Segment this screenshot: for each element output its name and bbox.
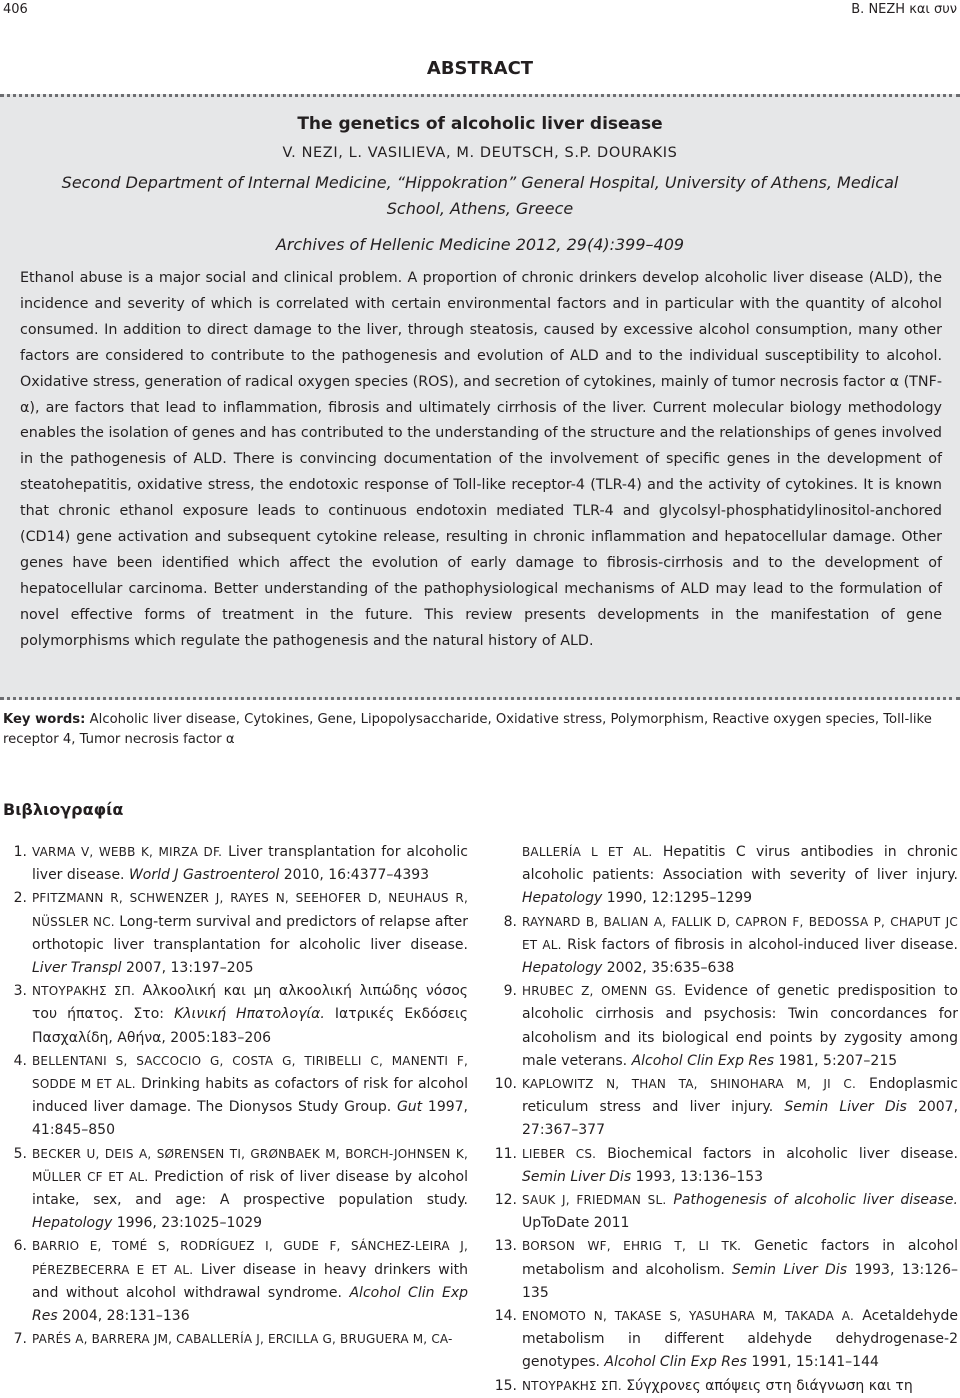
abstract-box [0, 94, 960, 700]
reference-item: 10. KAPLOWITZ N, THAN TA, SHINOHARA M, JI C. Endoplasmic reticulum stress and liver injury. Semin Liver Dis 2007, 27:367–377 [494, 1076, 959, 1139]
paper-authors: V. NEZI, L. VASILIEVA, M. DEUTSCH, S.P. DOURAKIS [282, 145, 678, 161]
abstract-body: Ethanol abuse is a major social and clinical problem. A proportion of chronic drinkers develop alcoholic liver disease (ALD), the incidence and severity of which is correlated with certain environmental factors and in particular with the quantity of alcohol consumed. In addition to direct damage to the liver, through steatosis, caused by excessive alcohol consumption, many other factors are considered to contribute to the pathogenesis and evolution of ALD and to the individual susceptibility to alcohol. Oxidative stress, generation of radical oxygen species (ROS), and secretion of cytokines, mainly of tumor necrosis factor α (TNF-α), are factors that lead to inflammation, fibrosis and ultimately cirrhosis of the liver. Current molecular biology methodology enables the isolation of genes and has contributed to the understanding of the structure and the relationships of genes involved in the pathogenesis of ALD. There is convincing documentation of the involvement of specific genes in the development of steatohepatitis, oxidative stress, the endotoxic response of Toll-like receptor-4 (TLR-4) and the activity of cytokines. It is known that chronic ethanol exposure leads to continuous endotoxin mediated TLR-4 and glycolsyl-phosphatidylinositol-anchored (CD14) gene activation and subsequent cytokine release, resulting in chronic inflammation and hepatocellular damage. Other genes have been identified which affect the evolution of early damage to fibrosis-cirrhosis and to the development of hepatocellular carcinoma. Better understanding of the pathophysiological mechanisms of ALD may lead to the formulation of novel effective forms of treatment in the future. This review presents developments in the manifestation of gene polymorphisms which regulate the pathogenesis and the natural history of ALD. [20, 270, 942, 649]
reference-item: 12. SAUK J, FRIEDMAN SL. Pathogenesis of alcoholic liver disease. UpToDate 2011 [494, 1192, 958, 1232]
running-header [0, 0, 960, 20]
reference-item: 5. BECKER U, DEIS A, SØRENSEN TI, GRØNBAEK M, BORCH-JOHNSEN K, MÜLLER CF ET AL. Prediction of risk of liver disease by alcohol intake, sex, and age: A prospective population study. Hepatology 1996, 23:1025–1029 [13, 1145, 468, 1232]
abstract-heading: ABSTRACT [426, 58, 534, 79]
bibliography-heading: Βιβλιογραφία [3, 800, 124, 819]
reference-item: 3. ΝΤΟΥΡΑΚΗΣ ΣΠ. Αλκοολική και μη αλκοολική λιπώδης νόσος του ήπατος. Στο: Κλινική Ηπατολογία. Ιατρικές Εκδόσεις Πασχαλίδη, Αθήνα, 2005:183–206 [13, 983, 468, 1046]
reference-item: 7. PARÉS A, BARRERA JM, CABALLERÍA J, ERCILLA G, BRUGUERA M, CA- [13, 1331, 453, 1348]
reference-item: 1. VARMA V, WEBB K, MIRZA DF. Liver transplantation for alcoholic liver disease. World J Gastroenterol 2010, 16:4377–4393 [13, 844, 469, 884]
keywords-text: Alcoholic liver disease, Cytokines, Gene, Lipopolysaccharide, Oxidative stress, Polymorphism, Reactive oxygen species, Toll-like receptor 4, Tumor necrosis factor α [3, 712, 932, 747]
reference-item: 9. HRUBEC Z, OMENN GS. Evidence of genetic predisposition to alcoholic cirrhosis and psychosis: Twin concordances for alcoholism and its biological end points by zygosity among male veterans. Alcohol Clin Exp Res 1981, 5:207–215 [503, 983, 958, 1069]
reference-item: 13. BORSON WF, EHRIG T, LI TK. Genetic factors in alcohol metabolism and alcoholism. Semin Liver Dis 1993, 13:126–135 [494, 1238, 958, 1301]
paper-title: The genetics of alcoholic liver disease [297, 114, 663, 134]
affiliation: Second Department of Internal Medicine, “Hippokration” General Hospital, University of Athens, Medical School, Athens, Greece [61, 173, 899, 218]
reference-item: 14. ENOMOTO N, TAKASE S, YASUHARA M, TAKADA A. Acetaldehyde metabolism in different aldehyde dehydrogenase-2 genotypes. Alcohol Clin Exp Res 1991, 15:141–144 [494, 1308, 958, 1371]
keywords [3, 710, 957, 750]
reference-item: 11. LIEBER CS. Biochemical factors in alcoholic liver disease. Semin Liver Dis 1993, 13:136–153 [494, 1145, 958, 1185]
reference-item: 6. BARRIO E, TOMÉ S, RODRÍGUEZ I, GUDE F, SÁNCHEZ-LEIRA J, PÉREZBECERRA E ET AL. Liver disease in heavy drinkers with and without alcohol withdrawal syndrome. Alcohol Clin Exp Res 2004, 28:131–136 [13, 1238, 469, 1325]
reference-item-continuation: BALLERÍA L ET AL. Hepatitis C virus antibodies in chronic alcoholic patients: Association with severity of liver injury. Hepatology 1990, 12:1295–1299 [522, 844, 959, 907]
reference-item: 2. PFITZMANN R, SCHWENZER J, RAYES N, SEEHOFER D, NEUHAUS R, NÜSSLER NC. Long-term survival and predictors of relapse after orthotopic liver transplantation for alcoholic liver disease. Liver Transpl 2007, 13:197–205 [13, 890, 468, 977]
reference-item: 8. RAYNARD B, BALIAN A, FALLIK D, CAPRON F, BEDOSSA P, CHAPUT JC ET AL. Risk factors of fibrosis in alcohol-induced liver disease. Hepatology 2002, 35:635–638 [503, 913, 959, 977]
running-header-authors: Β. ΝΕΖΗ και συν [851, 2, 957, 17]
journal-citation: Archives of Hellenic Medicine 2012, 29(4):399–409 [275, 235, 685, 254]
keywords-label: Key words: [3, 712, 86, 727]
reference-item: 4. BELLENTANI S, SACCOCIO G, COSTA G, TIRIBELLI C, MANENTI F, SODDE M ET AL. Drinking habits as cofactors of risk for alcohol induced liver damage. The Dionysos Study Group. Gut 1997, 41:845–850 [13, 1052, 469, 1139]
reference-item: 15. ΝΤΟΥΡΑΚΗΣ ΣΠ. Σύγχρονες απόψεις στη διάγνωση και τη [494, 1377, 913, 1394]
references-right-column [490, 841, 958, 1398]
page-number: 406 [3, 2, 28, 17]
references-left-column [0, 841, 468, 1351]
